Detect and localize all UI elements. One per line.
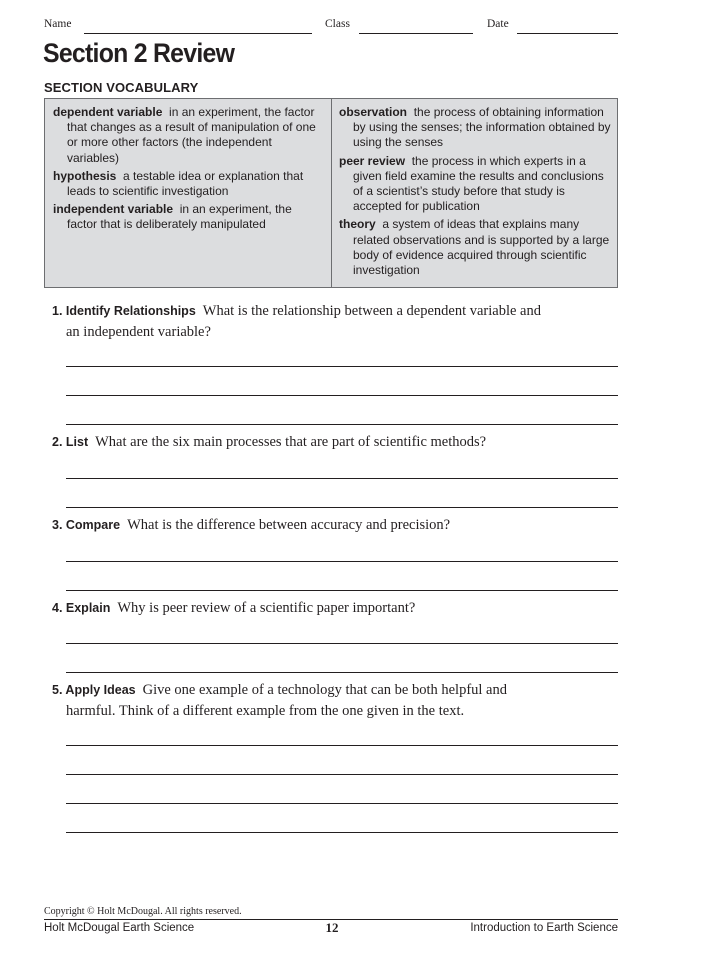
name-field[interactable] (84, 33, 312, 34)
vocabulary-box (44, 98, 618, 288)
name-label: Name (44, 18, 72, 30)
vocabulary-divider (331, 99, 332, 287)
student-info-header (44, 18, 618, 36)
vocab-term: theory (339, 217, 376, 232)
vocab-entry (53, 105, 325, 166)
answer-line[interactable] (66, 561, 618, 562)
class-field[interactable] (359, 33, 473, 34)
answer-line[interactable] (66, 672, 618, 673)
answer-line[interactable] (66, 774, 618, 775)
answer-line[interactable] (66, 478, 618, 479)
vocab-entry (339, 105, 611, 151)
answer-line[interactable] (66, 832, 618, 833)
date-label: Date (487, 18, 509, 30)
question-2 (52, 432, 622, 453)
question-text: What is the difference between accuracy and precision? (127, 517, 451, 533)
question-heading: 5. Apply Ideas (52, 683, 136, 697)
vocabulary-left-column (53, 105, 325, 236)
footer-book-title: Holt McDougal Earth Science (44, 922, 195, 934)
vocab-definition: a testable idea or explanation that leads to scientific investigation (67, 168, 304, 199)
date-field[interactable] (517, 33, 618, 34)
answer-line[interactable] (66, 590, 618, 591)
question-text: What are the six main processes that are part of scientific methods? (95, 434, 487, 450)
vocabulary-right-column (339, 105, 611, 281)
vocab-entry (339, 154, 611, 215)
vocab-entry (339, 217, 611, 278)
vocab-entry (53, 202, 325, 232)
answer-line[interactable] (66, 803, 618, 804)
vocab-definition: a system of ideas that explains many related observations and is supported by a large body of evidence acquired through scientific investigation (353, 217, 610, 278)
question-text: Give one example of a technology that can be both helpful and (142, 682, 507, 698)
question-text: Why is peer review of a scientific paper important? (117, 600, 416, 616)
question-heading: 3. Compare (52, 518, 121, 532)
question-text: What is the relationship between a dependent variable and (202, 303, 541, 319)
question-3 (52, 515, 622, 536)
question-text-continued: harmful. Think of a different example from the one given in the text. (66, 703, 465, 719)
answer-line[interactable] (66, 507, 618, 508)
page-title: Section 2 Review (43, 38, 235, 68)
vocab-definition: in an experiment, the factor that changes as a result of manipulation of one or more other factors (the independent variables) (67, 105, 316, 165)
question-1 (52, 301, 622, 343)
vocab-entry (53, 169, 325, 199)
question-4 (52, 598, 622, 619)
answer-line[interactable] (66, 424, 618, 425)
question-heading: 4. Explain (52, 601, 111, 615)
copyright-notice: Copyright © Holt McDougal. All rights reserved. (44, 906, 242, 917)
answer-line[interactable] (66, 366, 618, 367)
question-heading: 1. Identify Relationships (52, 304, 196, 318)
vocab-term: independent variable (53, 202, 174, 217)
vocabulary-heading: SECTION VOCABULARY (44, 80, 199, 95)
answer-line[interactable] (66, 745, 618, 746)
answer-line[interactable] (66, 643, 618, 644)
vocab-definition: the process in which experts in a given field examine the results and conclusions of a scientist’s study before that study is accepted for publication (353, 153, 604, 214)
vocab-term: observation (339, 105, 408, 119)
vocab-term: dependent variable (53, 105, 163, 119)
vocab-definition: in an experiment, the factor that is deliberately manipulated (67, 202, 292, 232)
page-number: 12 (325, 920, 339, 935)
vocab-term: hypothesis (53, 168, 117, 183)
answer-line[interactable] (66, 395, 618, 396)
class-label: Class (325, 18, 350, 30)
question-heading: 2. List (52, 435, 89, 449)
question-5 (52, 680, 622, 722)
vocab-term: peer review (339, 153, 406, 168)
question-text-continued: an independent variable? (66, 324, 211, 340)
footer-chapter-title: Introduction to Earth Science (470, 922, 618, 934)
vocab-definition: the process of obtaining information by using the senses; the information obtained by using the senses (353, 105, 611, 150)
